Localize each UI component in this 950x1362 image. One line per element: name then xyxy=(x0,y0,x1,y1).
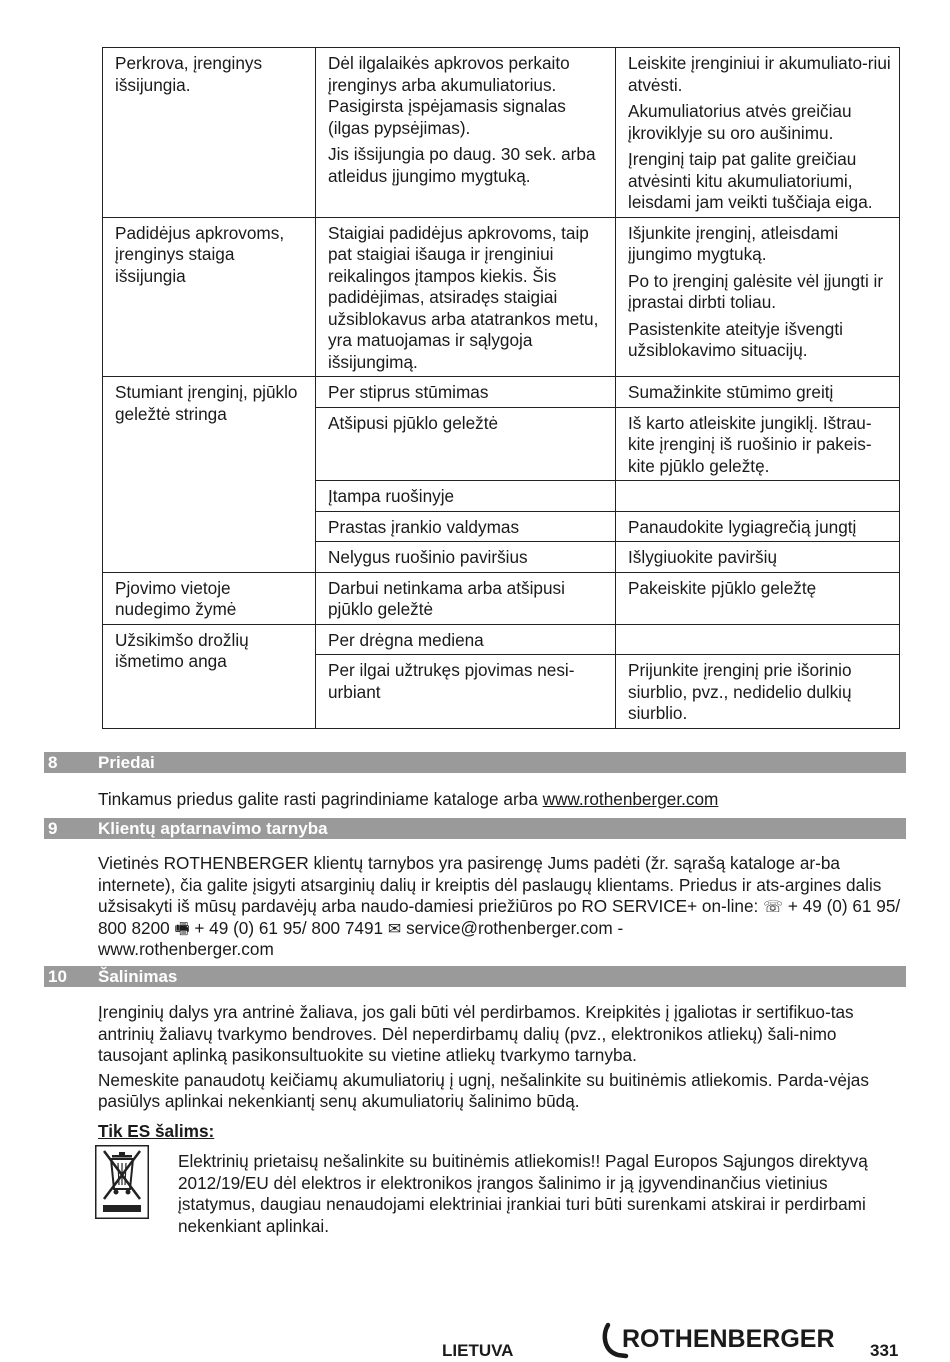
customer-service-paragraph xyxy=(98,853,904,961)
cause-text: Jis išsijungia po daug. 30 sek. arba atleidus įjungimo mygtuką. xyxy=(328,144,596,186)
remedy-text: Išlygiuokite paviršių xyxy=(628,547,778,567)
remedy-text: Prijunkite įrenginį prie išorinio siurblio, pvz., nedidelio dulkių siurblio. xyxy=(628,660,852,723)
cause-cell xyxy=(316,624,616,655)
problem-cell xyxy=(103,48,316,218)
table-row xyxy=(103,377,900,408)
section-number: 10 xyxy=(48,967,67,986)
cause-text: Dėl ilgalaikės apkrovos perkaito įrenginys arba akumuliatorius. Pasigirsta įspėjamasis signalas (ilgas pypsėjimas). xyxy=(328,53,570,138)
weee-crossed-bin-icon xyxy=(95,1145,149,1219)
remedy-cell xyxy=(616,511,900,542)
remedy-text: Įrenginį taip pat galite greičiau atvėsinti kitu akumuliatoriumi, leisdami jam veikti tuščiaja eiga. xyxy=(628,149,873,212)
cause-text: Nelygus ruošinio paviršius xyxy=(328,547,528,567)
fax-icon: 🖷 xyxy=(174,918,190,938)
cause-text: Atšipusi pjūklo geležtė xyxy=(328,412,499,433)
remedy-text: Iš karto atleiskite jungiklį. Ištrau-kite įrenginį iš ruošinio ir pakeis-kite pjūklo geležtę. xyxy=(628,412,872,476)
logo-wordmark: ROTHENBERGER xyxy=(622,1325,835,1353)
remedy-cell xyxy=(616,377,900,408)
battery-disposal-text: Nemeskite panaudotų keičiamų akumuliatorių į ugnį, nešalinkite su buitinėmis atliekomis. Parda-vėjas pasiūlys aplinkai nekenkiantį senų akumuliatorių šalinimo būdą. xyxy=(98,1069,869,1111)
problem-cell xyxy=(103,572,316,624)
cause-text: Per drėgna mediena xyxy=(328,629,484,650)
problem-cell xyxy=(103,377,316,573)
section-header-accessories xyxy=(44,752,906,773)
table-row xyxy=(103,624,900,655)
remedy-text: Pasistenkite ateityje išvengti užsiblokavimo situacijų. xyxy=(628,318,843,360)
customer-service-text: Vietinės ROTHENBERGER klientų tarnybos yra pasirengę Jums padėti (žr. sąrašą kataloge ar-ba internete), čia galite įsigyti atsarginių dalių ir kreiptis dėl paslaugų klientams. Priedus ir ats-argines dalis užsisakyti iš mūsų pardavėjų arba naudo-damiesi priežiūros po RO SERVICE+ on-line: xyxy=(98,853,882,916)
accessories-text: Tinkamus priedus galite rasti pagrindiniame kataloge arba xyxy=(98,789,543,809)
cause-cell xyxy=(316,377,616,408)
page-number: 331 xyxy=(870,1341,899,1360)
eu-disposal-text: Elektrinių prietaisų nešalinkite su buitinėmis atliekomis!! Pagal Europos Sąjungos direktyvą 2012/19/EU dėl elektros ir elektronikos įrangos šalinimo ir ją įgyvendinančius vietinius įstatymus, daugiau nenaudojami elektriniai įrankiai turi būti surenkami atskirai ir perdirbami nekenkiant aplinkai. xyxy=(178,1151,868,1236)
accessories-paragraph xyxy=(98,789,904,811)
website-link[interactable]: www.rothenberger.com xyxy=(98,939,274,959)
cause-cell xyxy=(316,655,616,729)
remedy-cell xyxy=(616,655,900,729)
problem-cell xyxy=(103,217,316,377)
table-row xyxy=(103,48,900,218)
section-header-disposal xyxy=(44,966,906,987)
remedy-text: Akumuliatorius atvės greičiau įkroviklyje su oro aušinimu. xyxy=(628,101,852,143)
remedy-cell xyxy=(616,48,900,218)
remedy-cell xyxy=(616,624,900,655)
problem-text: Užsikimšo drožlių išmetimo anga xyxy=(115,629,249,671)
remedy-cell xyxy=(616,481,900,512)
cause-text: Per ilgai užtrukęs pjovimas nesi-urbiant xyxy=(328,660,575,702)
rothenberger-logo xyxy=(600,1321,852,1361)
disposal-text: Įrenginių dalys yra antrinė žaliava, jos gali būti vėl perdirbamos. Kreipkitės į įgaliotas ir sertifikuo-tas antrinių žaliavų tvarkymo bendroves. Dėl neperdirbamų dalių (pvz., elektronikos atliekų) šali-nimo tausojant aplinką pasikonsultuokite su vietine atliekų tvarkymo tarnyba. xyxy=(98,1002,854,1065)
cause-cell xyxy=(316,481,616,512)
section-header-customer-service xyxy=(44,818,906,839)
remedy-text: Panaudokite lygiagrečią jungtį xyxy=(628,516,857,537)
section-number: 9 xyxy=(48,819,58,838)
cause-text: Per stiprus stūmimas xyxy=(328,382,489,402)
remedy-text: Po to įrenginį galėsite vėl įjungti ir įprastai dirbti toliau. xyxy=(628,270,884,312)
remedy-text: Sumažinkite stūmimo greitį xyxy=(628,382,834,402)
remedy-cell xyxy=(616,217,900,377)
cause-cell xyxy=(316,48,616,218)
cause-text: Staigiai padidėjus apkrovoms, taip pat staigiai išauga ir įrenginiui reikalingos įtampos kiekis. Šis padidėjimas, atsiradęs staigiai užsiblokavus arba atatrankos metu, yra matuojamas ir sąlygoja išsijungimą. xyxy=(328,222,599,372)
cause-text: Darbui netinkama arba atšipusi pjūklo geležtė xyxy=(328,577,565,619)
problem-text: Pjovimo vietoje nudegimo žymė xyxy=(115,577,237,619)
section-number: 8 xyxy=(48,753,58,772)
cause-cell xyxy=(316,407,616,481)
mail-icon: ✉ xyxy=(387,918,402,938)
problem-text: Stumiant įrenginį, pjūklo geležtė stringa xyxy=(115,382,298,424)
problem-text: Padidėjus apkrovoms, įrenginys staiga išsijungia xyxy=(115,222,285,286)
fax-number: + 49 (0) 61 95/ 800 7491 xyxy=(194,917,384,938)
section-title: Klientų aptarnavimo tarnyba xyxy=(98,819,328,838)
remedy-cell xyxy=(616,407,900,481)
cause-text: Prastas įrankio valdymas xyxy=(328,516,520,537)
website-link[interactable]: www.rothenberger.com xyxy=(542,789,719,809)
cause-cell xyxy=(316,572,616,624)
remedy-cell xyxy=(616,572,900,624)
disposal-paragraphs xyxy=(98,1002,904,1116)
cause-cell xyxy=(316,217,616,377)
problem-cell xyxy=(103,624,316,728)
cause-cell xyxy=(316,511,616,542)
section-title: Priedai xyxy=(98,753,155,772)
remedy-text: Leiskite įrenginiui ir akumuliato-riui atvėsti. xyxy=(628,53,891,95)
problem-text: Perkrova, įrenginys išsijungia. xyxy=(115,53,263,95)
footer-country: LIETUVA xyxy=(442,1341,514,1360)
section-title: Šalinimas xyxy=(98,967,178,986)
cause-cell xyxy=(316,542,616,573)
phone-icon: ☏ xyxy=(763,897,784,916)
table-row xyxy=(103,572,900,624)
table-row xyxy=(103,217,900,377)
email-address[interactable]: service@rothenberger.com - xyxy=(406,917,624,938)
troubleshooting-table xyxy=(102,47,900,729)
eu-heading: Tik ES šalims: xyxy=(98,1121,215,1141)
remedy-text: Pakeiskite pjūklo geležtę xyxy=(628,577,817,598)
cause-text: Įtampa ruošinyje xyxy=(328,486,455,506)
remedy-text: Išjunkite įrenginį, atleisdami įjungimo mygtuką. xyxy=(628,222,839,264)
remedy-cell xyxy=(616,542,900,573)
phone-number: + 49 (0) 61 95/ 800 8200 xyxy=(98,896,901,938)
